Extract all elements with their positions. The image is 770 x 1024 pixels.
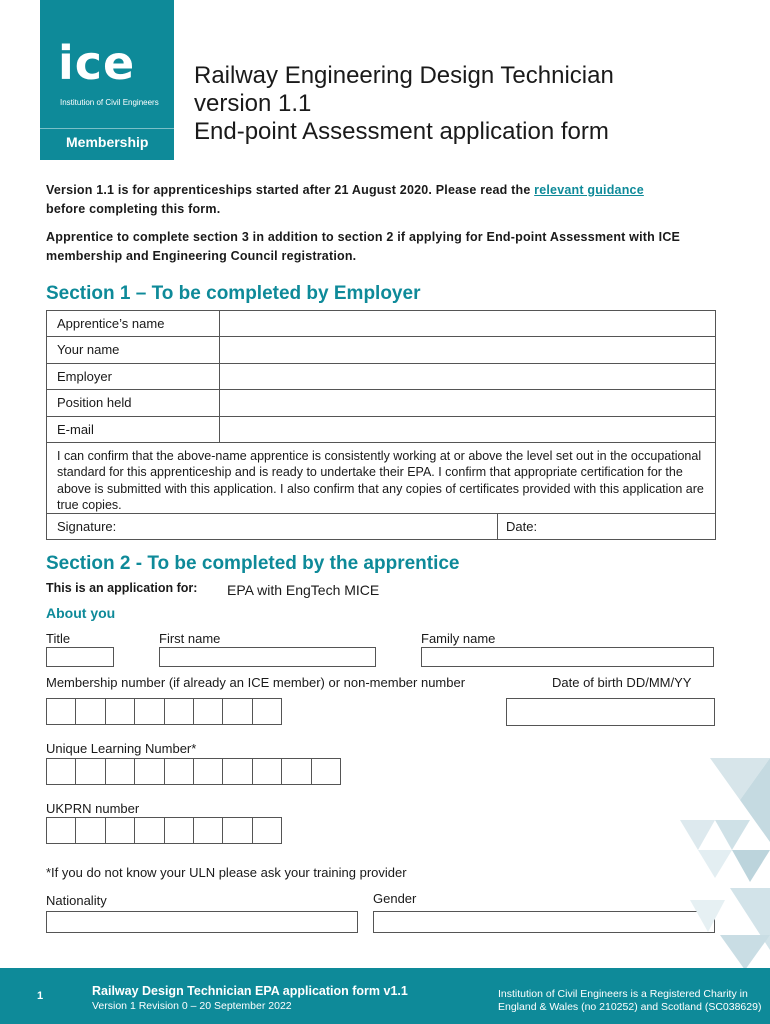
employer-table — [46, 310, 716, 540]
title-line-2: version 1.1 — [194, 90, 312, 117]
logo-membership-label: Membership — [66, 134, 149, 150]
ukprn-label: UKPRN number — [46, 801, 140, 816]
uln-input[interactable] — [46, 758, 341, 785]
family-name-input[interactable] — [421, 647, 714, 667]
signature-row — [47, 514, 715, 539]
relevant-guidance-link[interactable]: relevant guidance — [534, 183, 644, 197]
charity-line-2: England & Wales (no 210252) and Scotland (SC038629) — [498, 1001, 762, 1013]
position-held-field[interactable] — [220, 390, 715, 415]
dob-label: Date of birth DD/MM/YY — [552, 675, 692, 690]
title-line-3: End-point Assessment application form — [194, 118, 609, 145]
table-row — [47, 390, 715, 416]
table-row — [47, 311, 715, 337]
membership-number-label: Membership number (if already an ICE member) or non-member number — [46, 675, 466, 690]
apprentice-name-label: Apprentice’s name — [47, 311, 220, 336]
nationality-label: Nationality — [46, 893, 107, 908]
first-name-input[interactable] — [159, 647, 376, 667]
signature-field[interactable] — [47, 514, 498, 539]
employer-field[interactable] — [220, 364, 715, 389]
intro-text-1: Version 1.1 is for apprenticeships started after 21 August 2020. Please read the — [46, 183, 535, 197]
title-input[interactable] — [46, 647, 114, 667]
page-footer — [0, 968, 770, 1024]
uln-label: Unique Learning Number* — [46, 741, 197, 756]
section-2-heading: Section 2 - To be completed by the apprentice — [46, 553, 460, 574]
membership-number-input[interactable] — [46, 698, 282, 725]
date-field[interactable] — [498, 514, 715, 539]
logo-wordmark: ice — [58, 36, 136, 90]
signature-label: Signature: — [57, 518, 117, 534]
ice-logo — [40, 0, 174, 160]
email-field[interactable] — [220, 417, 715, 442]
page-title — [194, 62, 754, 146]
email-label: E-mail — [47, 417, 220, 442]
ukprn-input[interactable] — [46, 817, 282, 844]
uln-footnote: *If you do not know your ULN please ask your training provider — [46, 865, 407, 880]
employer-confirmation-text: I can confirm that the above-name apprentice is consistently working at or above the level set out in the occupational standard for this apprenticeship and is ready to undertake their EPA. I confirm that appropriate certification for the above is submitted with this application. I also confirm that any copies of certificates provided with this application are true copies. — [47, 443, 715, 514]
title-line-1: Railway Engineering Design Technician — [194, 62, 614, 89]
position-held-label: Position held — [47, 390, 220, 415]
intro-paragraph-1 — [46, 181, 726, 219]
dob-input[interactable] — [506, 698, 715, 726]
your-name-field[interactable] — [220, 337, 715, 362]
footer-charity-notice — [498, 988, 761, 1014]
employer-label: Employer — [47, 364, 220, 389]
nationality-input[interactable] — [46, 911, 358, 933]
application-for-label: This is an application for: — [46, 581, 198, 595]
title-label: Title — [46, 631, 71, 646]
intro-paragraph-2: Apprentice to complete section 3 in addition to section 2 if applying for End-point Assessment with ICE membership and Engineering Council registration. — [46, 230, 681, 263]
page-number: 1 — [37, 990, 44, 1002]
date-label: Date: — [506, 518, 538, 534]
footer-version: Version 1 Revision 0 – 20 September 2022 — [92, 1000, 292, 1012]
logo-divider — [40, 128, 174, 129]
application-for-value: EPA with EngTech MICE — [227, 582, 380, 598]
first-name-label: First name — [159, 631, 221, 646]
your-name-label: Your name — [47, 337, 220, 362]
section-1-heading: Section 1 – To be completed by Employer — [46, 283, 421, 304]
logo-subline: Institution of Civil Engineers — [60, 98, 159, 107]
footer-doc-title: Railway Design Technician EPA application form v1.1 — [92, 984, 408, 998]
family-name-label: Family name — [421, 631, 496, 646]
gender-label: Gender — [373, 891, 417, 906]
table-row — [47, 337, 715, 363]
table-row — [47, 364, 715, 390]
decorative-triangles — [630, 750, 770, 970]
apprentice-name-field[interactable] — [220, 311, 715, 336]
table-row — [47, 417, 715, 443]
intro-text-1b: before completing this form. — [46, 202, 221, 216]
about-you-heading: About you — [46, 605, 116, 621]
charity-line-1: Institution of Civil Engineers is a Registered Charity in — [498, 988, 748, 1000]
